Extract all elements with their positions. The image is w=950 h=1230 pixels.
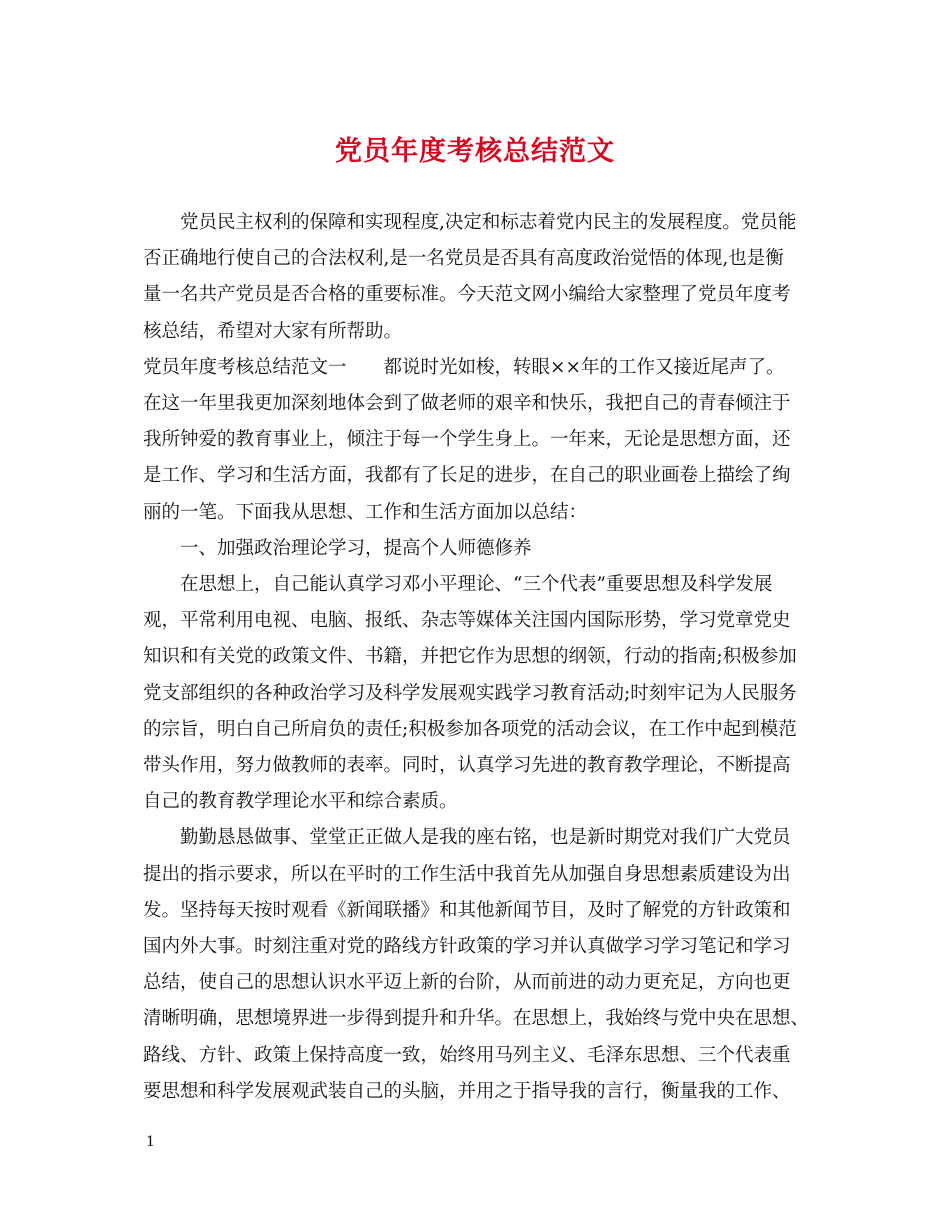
body-line-6: 在这一年里我更加深刻地体会到了做老师的艰辛和快乐，我把自己的青春倾注于 — [143, 393, 791, 415]
body-line-13: 知识和有关党的政策文件、书籍，并把它作为思想的纲领，行动的指南;积极参加 — [143, 646, 797, 668]
body-line-23: 清晰明确，思想境界进一步得到提升和升华。在思想上，我始终与党中央在思想、 — [143, 1008, 810, 1030]
body-line-16: 带头作用，努力做教师的表率。同时，认真学习先进的教育教学理论，不断提高 — [143, 755, 791, 777]
body-line-3: 量一名共产党员是否合格的重要标准。今天范文网小编给大家整理了党员年度考 — [143, 284, 791, 306]
body-line-24: 路线、方针、政策上保持高度一致，始终用马列主义、毛泽东思想、三个代表重 — [143, 1044, 791, 1066]
body-line-18: 勤勤恳恳做事、堂堂正正做人是我的座右铭，也是新时期党对我们广大党员 — [180, 827, 791, 849]
body-line-17: 自己的教育教学理论水平和综合素质。 — [143, 791, 458, 813]
body-line-2: 否正确地行使自己的合法权利,是一名党员是否具有高度政治觉悟的体现,也是衡 — [143, 248, 784, 270]
document-title: 党员年度考核总结范文 — [335, 136, 615, 167]
page-number: 1 — [146, 1134, 155, 1150]
body-line-21: 国内外大事。时刻注重对党的路线方针政策的学习并认真做学习学习笔记和学习 — [143, 936, 791, 958]
body-line-9: 丽的一笔。下面我从思想、工作和生活方面加以总结： — [143, 501, 588, 523]
section-heading: 一、加强政治理论学习，提高个人师德修养 — [180, 537, 532, 559]
body-line-11: 在思想上，自己能认真学习邓小平理论、“三个代表”重要思想及科学发展 — [180, 574, 773, 596]
body-line-7: 我所钟爱的教育事业上，倾注于每一个学生身上。一年来，无论是思想方面，还 — [143, 429, 791, 451]
body-line-22: 总结，使自己的思想认识水平迈上新的台阶，从而前进的动力更充足，方向也更 — [143, 972, 791, 994]
document-body — [143, 205, 808, 1110]
body-line-25: 要思想和科学发展观武装自己的头脑，并用之于指导我的言行，衡量我的工作、 — [143, 1080, 791, 1102]
body-line-8: 是工作、学习和生活方面，我都有了长足的进步，在自己的职业画卷上描绘了绚 — [143, 465, 791, 487]
body-line-12: 观，平常利用电视、电脑、报纸、杂志等媒体关注国内国际形势，学习党章党史 — [143, 610, 791, 632]
body-line-5: 党员年度考核总结范文一 都说时光如梭，转眼××年的工作又接近尾声了。 — [143, 356, 785, 378]
body-line-14: 党支部组织的各种政治学习及科学发展观实践学习教育活动;时刻牢记为人民服务 — [143, 682, 797, 704]
body-line-20: 发。坚持每天按时观看《新闻联播》和其他新闻节目，及时了解党的方针政策和 — [143, 899, 791, 921]
body-line-15: 的宗旨，明白自己所肩负的责任;积极参加各项党的活动会议，在工作中起到模范 — [143, 718, 797, 740]
body-line-4: 核总结，希望对大家有所帮助。 — [143, 320, 403, 342]
body-line-19: 提出的指示要求，所以在平时的工作生活中我首先从加强自身思想素质建设为出 — [143, 863, 791, 885]
body-line-1: 党员民主权利的保障和实现程度,决定和标志着党内民主的发展程度。党员能 — [180, 212, 797, 233]
